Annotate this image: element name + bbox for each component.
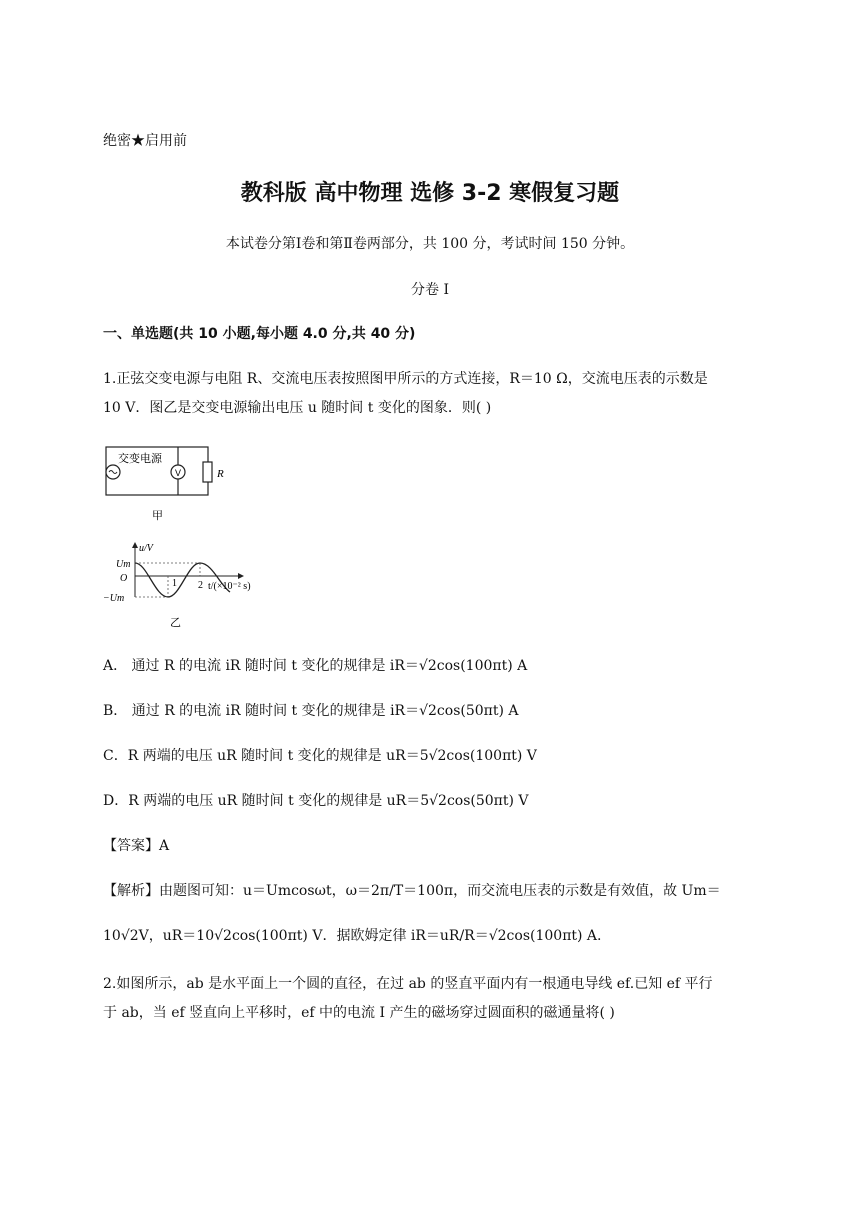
question-2-stem-line-2: 于 ab，当 ef 竖直向上平移时，ef 中的电流 I 产生的磁场穿过圆面积的磁通量将( ) [103, 1005, 615, 1021]
neg-um-label: −Um [103, 593, 125, 604]
option-d[interactable]: D．R 两端的电压 uR 随时间 t 变化的规律是 uR＝5√2cos(50πt) V [103, 793, 529, 809]
origin-label: O [120, 573, 128, 584]
resistor-label: R [217, 468, 224, 480]
um-label: Um [116, 559, 131, 570]
part-label: 分卷 I [411, 282, 449, 298]
answer-line: 【答案】A [103, 838, 170, 854]
figure-b-caption: 乙 [170, 616, 181, 629]
question-2-stem-line-1: 2.如图所示，ab 是水平面上一个圆的直径，在过 ab 的竖直平面内有一根通电导线 ef.已知 ef 平行 [103, 976, 713, 992]
option-a[interactable]: A． 通过 R 的电流 iR 随时间 t 变化的规律是 iR＝√2cos(100πt) A [103, 658, 528, 674]
x-axis-label: t/(×10⁻² s) [208, 581, 251, 592]
analysis-line-1: 【解析】由题图可知：u＝Umcosωt，ω＝2π/T＝100π，而交流电压表的示数是有效值，故 Um＝ [103, 883, 721, 899]
voltmeter-label: V [174, 468, 182, 478]
confidential-label: 绝密★启用前 [103, 133, 187, 149]
circuit-diagram [100, 440, 230, 525]
question-1-stem-line-2: 10 V．图乙是交变电源输出电压 u 随时间 t 变化的图象．则( ) [103, 400, 492, 416]
option-c[interactable]: C．R 两端的电压 uR 随时间 t 变化的规律是 uR＝5√2cos(100πt) V [103, 748, 537, 764]
y-axis-label: u/V [139, 543, 153, 554]
page-title: 教科版 高中物理 选修 3-2 寒假复习题 [240, 181, 620, 206]
voltage-waveform-graph [100, 540, 270, 632]
tick-2-label: 2 [198, 580, 203, 591]
option-b[interactable]: B． 通过 R 的电流 iR 随时间 t 变化的规律是 iR＝√2cos(50πt) A [103, 703, 519, 719]
section-heading: 一、单选题(共 10 小题,每小题 4.0 分,共 40 分) [103, 326, 416, 342]
tick-1-label: 1 [172, 578, 177, 589]
figure-a-caption: 甲 [152, 509, 163, 522]
exam-description: 本试卷分第Ⅰ卷和第Ⅱ卷两部分，共 100 分，考试时间 150 分钟。 [225, 236, 635, 252]
analysis-line-2: 10√2V，uR＝10√2cos(100πt) V．据欧姆定律 iR＝uR/R＝√2cos(100πt) A. [103, 928, 602, 944]
question-1-stem-line-1: 1.正弦交变电源与电阻 R、交流电压表按照图甲所示的方式连接，R＝10 Ω，交流电压表的示数是 [103, 371, 708, 387]
source-label: 交变电源 [118, 452, 162, 465]
